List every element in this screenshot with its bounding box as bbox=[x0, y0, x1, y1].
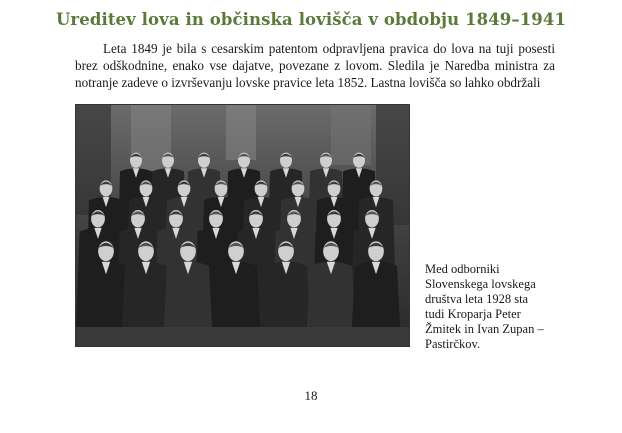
caption-line: Slovenskega lovskega bbox=[425, 277, 536, 291]
page-number: 18 bbox=[304, 388, 318, 403]
paragraph: Leta 1849 je bila s cesarskim patentom odpravljena pravica do lova na tuji posesti brez odškodnine, enako vse dajatve, povezane z lovom. Sledila je Naredba ministra za notranje zadeve o izvrševanju lovske pravice leta 1852. Lastna lovišča so lahko obdržali bbox=[75, 41, 555, 90]
caption-line: Med odborniki bbox=[425, 262, 500, 276]
body-text bbox=[75, 40, 555, 91]
page-title: Ureditev lova in občinska lovišča v obdobju 1849–1941 bbox=[55, 10, 567, 29]
photo-caption bbox=[425, 262, 565, 352]
caption-line: društva leta 1928 sta bbox=[425, 292, 529, 306]
group-photo bbox=[75, 104, 410, 347]
caption-line: tudi Kroparja Peter bbox=[425, 307, 521, 321]
caption-line: Pastirčkov. bbox=[425, 337, 481, 351]
caption-line: Žmitek in Ivan Zupan – bbox=[425, 322, 544, 336]
